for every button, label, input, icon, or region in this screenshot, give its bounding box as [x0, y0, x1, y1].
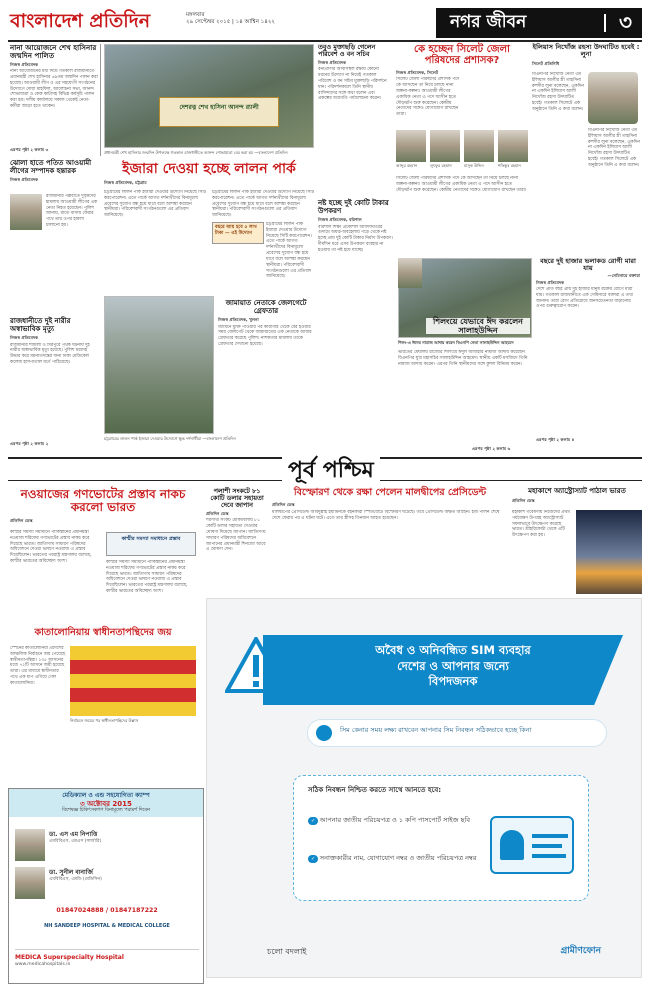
- ad-headline: [303, 643, 603, 690]
- story-body-cont: সিলেট জেলা পরিষদের প্রশাসক পদে কে আসছেন তা নিয়ে চলছে নানা জল্পনা-কল্পনা। আওয়ামী লীগের একাধিক নেতা এ পদে আসীন হতে দৌড়ঝাঁপ শুরু করেছেন। কেন্দ্রীয় নেতাদের সঙ্গেও যোগাযোগ রাখছেন তারা।: [396, 176, 527, 193]
- story-byline: প্রতিদিন ডেস্ক: [512, 497, 535, 503]
- eid-subcaption: শিলং-এ ঈদের নামাজ আদায় করেন বিএনপি নেতা সালাহউদ্দিন আহমেদ: [398, 340, 514, 345]
- story-body: সিলেট জেলা পরিষদের প্রশাসক পদে কে আসছেন তা নিয়ে চলছে নানা জল্পনা-কল্পনা। আওয়ামী লীগের একাধিক নেতা এ পদে আসীন হতে দৌড়ঝাঁপ শুরু করেছেন। কেন্দ্রীয় নেতাদের সঙ্গেও যোগাযোগ রাখছেন তারা।: [396, 77, 460, 118]
- story-headline: ইজারা দেওয়া হচ্ছে লালন পার্ক: [122, 161, 296, 177]
- story-headline: তবুও মুক্তাছড়ি গেলেন পরিবেশ ও বন সচিব: [318, 43, 376, 59]
- story-body: রাজধানীর শ্যামলী ও মিরপুরে পৃথক ঘটনায় দুই নারীর অস্বাভাবিক মৃত্যু হয়েছে। পুলিশ মরদেহ উদ্ধার করে ময়নাতদন্তের জন্য ঢাকা মেডিকেল কলেজ হাসপাতাল মর্গে পাঠিয়েছে।: [10, 342, 90, 366]
- id-card-icon: [490, 816, 574, 874]
- section-heading: পূর্ব পশ্চিম: [282, 457, 380, 485]
- story-byline: নিজস্ব প্রতিবেদক: [10, 61, 39, 67]
- story-body: শরণার্থী সংকট মোকাবিলায় ৮১ কোটি ডলার সহায়তা দেওয়ার ঘোষণা দিয়েছে জাপান। জাতিসংঘ সাধারণ পরিষদের অধিবেশনে জাপানের প্রধানমন্ত্রী শিনজো আবে এ ঘোষণা দেন।: [206, 518, 266, 553]
- ad-note-box: [307, 719, 607, 747]
- eid-headline: শিলংয়ে যেভাবে ঈদ করলেন সালাহউদ্দিন: [433, 317, 523, 335]
- candidate-name: লুৎফুর রহমান: [430, 163, 452, 168]
- story-two-women: [10, 318, 98, 452]
- pull-quote: [212, 222, 264, 244]
- ad-tagline: চলো বদলাই: [267, 947, 307, 956]
- candidate-name: মাসুক উদ্দিন: [464, 163, 484, 168]
- candidate-name: আব্দুর রহমান: [396, 163, 418, 168]
- checklist-item-text: আপনার জাতীয় পরিচয়পত্র ও ১ কপি পাসপোর্ট সাইজ ছবি: [319, 816, 470, 824]
- story-jump[interactable]: এরপর পৃষ্ঠা ২ কলাম ৬: [472, 446, 511, 451]
- park-caption: চট্টগ্রামের লালন পার্ক ইজারা দেওয়ার উদ্যোগে ক্ষুব্ধ দর্শনার্থীরা —বাংলাদেশ প্রতিদিন: [104, 436, 236, 441]
- story-headline: ইলিয়াস নিখোঁজ রহস্য উদঘাটিত হবেই : লুনা: [532, 43, 640, 59]
- doctor-role: এমবিবিএস, এমএস (সার্জারি): [49, 838, 102, 844]
- story-headline: নানা আয়োজনে শেখ হাসিনার জন্মদিন পালিত: [10, 43, 97, 60]
- doctor-name: ডা. এস এম নিপাত্তি: [49, 831, 98, 838]
- story-byline: নিজস্ব প্রতিবেদক, খুলনা: [218, 317, 259, 323]
- story-body: মালদ্বীপের প্রেসিডেন্ট আবদুল্লাহ ইয়ামিনকে বহনকারী স্পিডবোটে বিস্ফোরণ ঘটেছে। তবে প্রেসিডেন্ট অক্ষত আছেন। হজ পালন শেষে দেশে ফেরার পর এ ঘটনা ঘটে। এতে তার স্ত্রীসহ তিনজন আহত হয়েছেন।: [272, 509, 500, 521]
- id-card-line: [532, 854, 566, 858]
- page-number: ৩: [618, 10, 632, 34]
- ad-note: সিম কেনার সময় লক্ষ্য রাখবেন আপনার সিম নিবন্ধন সঠিকভাবে হচ্ছে কিনা: [340, 726, 532, 734]
- doctor-1: [49, 831, 199, 844]
- story-body: বিএনপির নিখোঁজ নেতা এম ইলিয়াস আলীর স্ত্রী তাহসিনা রুশদীর লুনা বলেছেন, একদিন না একদিন ইলিয়াস আলী নিখোঁজ রহস্য উদঘাটিত হবেই। গতকাল সিলেটে এক অনুষ্ঠানে তিনি এ কথা বলেন।: [532, 72, 584, 112]
- story-pallabi: [10, 160, 98, 256]
- sim-icon: [316, 725, 332, 741]
- story-headline: ঝোলা হাতে পতিত আওয়ামী লীগের সম্পাদক হন্তারক: [10, 159, 92, 175]
- story-sylhet: [396, 44, 528, 254]
- masthead: [8, 8, 642, 42]
- story-byline: নিজস্ব প্রতিবেদক: [536, 279, 565, 285]
- doctor-name: ডা. সুনীল বানার্জি: [49, 869, 93, 876]
- story-headline: পলাশী সংকটে ৮১ কোটি ডলার সহায়তা দেবে জাপান: [210, 487, 264, 510]
- story-body: দেশে প্রতি বছর প্রায় দুই হাজার মানুষ রক্তের রোগে মারা যায়। গতকাল রাজধানীতে এক সেমিনারে বক্তারা এ তথ্য জানান। তারা রোগ প্রতিরোধে জনসচেতনতা বাড়ানোর ওপর গুরুত্বারোপ করেন।: [536, 287, 634, 310]
- checklist-item: [308, 816, 478, 825]
- hospital-name: MEDICA Superspecialty Hospital: [15, 954, 124, 961]
- rally-photo: [104, 44, 314, 148]
- column-rule: [100, 44, 101, 156]
- luna-photo: [588, 72, 638, 124]
- ad-phone[interactable]: 01847024888 / 01847187222: [56, 907, 158, 914]
- story-body: জামিনে মুক্তি পাওয়ার পর কারাগার থেকে বের হওয়ার সময় জেলগেট থেকে জামায়াতের এক নেতাকে আবার গ্রেফতার করেছে পুলিশ। নাশকতার মামলায় তাকে গ্রেফতার দেখানো হয়েছে।: [218, 324, 312, 348]
- doctor-2: [49, 869, 199, 882]
- story-lalon-park: [104, 162, 314, 294]
- story-jump[interactable]: এরপর পৃষ্ঠা ২ কলাম ২: [10, 440, 49, 446]
- newspaper-logo: বাংলাদেশ প্রতিদিন: [10, 10, 151, 32]
- doctor-role: এমবিবিএস, এমডি (মেডিসিন): [49, 876, 102, 882]
- eid-caption-box: [426, 318, 530, 334]
- doctor-photo: [15, 829, 45, 861]
- story-body: মহাকাশ গবেষণায় নিজেদের প্রথম পর্যবেক্ষণ উপগ্রহ অ্যাস্ট্রোস্যাট সফলভাবে উৎক্ষেপণ করেছে ভারত। শ্রীহরিকোটা থেকে এটি উৎক্ষেপণ করা হয়।: [512, 510, 570, 539]
- story-headline: জামায়াত নেতাকে জেলগেটে গ্রেফতার: [225, 299, 307, 315]
- pull-quote-text: কাশ্মীর সমস্যা সমাধানে প্রস্তাব: [121, 536, 181, 542]
- story-catalonia: [10, 628, 196, 728]
- story-body-cont: চট্টগ্রামের লালন পার্ক ইজারা দেওয়ার উদ্যোগ নিয়েছে সিটি করপোরেশন। এতে পার্কে আগত দর্শনার্থীদের বিনামূল্যে প্রবেশের সুযোগ বন্ধ হয়ে যাবে বলে আশঙ্কা করছেন স্থানীয়রা। পরিবেশবাদী সংগঠনগুলো এর প্রতিবাদ জানিয়েছে।: [266, 222, 312, 280]
- story-byline: সিলেট প্রতিনিধি: [532, 60, 560, 66]
- photo-caption: নির্বাচনে জয়ের পর স্বাধীনতাপন্থিদের উল্লাস: [70, 718, 139, 723]
- section-bar: [436, 8, 642, 38]
- story-byline: নিজস্ব প্রতিবেদক, সিলেট: [396, 70, 439, 75]
- ad-headline-1: অবৈধ ও অনিবন্ধিত SIM ব্যবহার: [375, 643, 531, 657]
- grameenphone-logo: গ্রামীণফোন: [560, 945, 601, 956]
- story-body: চট্টগ্রামের লালন পার্ক ইজারা দেওয়ার উদ্যোগ নিয়েছে সিটি করপোরেশন। এতে পার্কে আগত দর্শনার্থীদের বিনামূল্যে প্রবেশের সুযোগ বন্ধ হয়ে যাবে বলে আশঙ্কা করছেন স্থানীয়রা। পরিবেশবাদী সংগঠনগুলো এর প্রতিবাদ জানিয়েছে।: [104, 190, 206, 219]
- id-card-line: [532, 834, 568, 838]
- candidate-photos: [396, 130, 528, 172]
- story-ilias: [532, 44, 640, 254]
- gp-sim-ad: [206, 598, 642, 978]
- story-body: রাজধানীর পল্লবীতে দুর্বৃত্তদের হামলায় আওয়ামী লীগের এক নেতা নিহত হয়েছেন। পুলিশ জানায়, রাতে বাসায় ফেরার পথে তার ওপর হামলা চালানো হয়।: [46, 194, 98, 229]
- story-subhead: —সেমিনারে বক্তারা: [607, 272, 640, 278]
- catalonia-photo: [70, 646, 196, 716]
- story-headline: বছরে দুই হাজার ভলাকড রোগী মারা যায়: [540, 257, 636, 273]
- story-headline: নওয়াজের গণভোটের প্রস্তাব নাকচ করলো ভারত: [20, 487, 186, 515]
- story-japan: [206, 488, 268, 596]
- medical-camp-ad: [8, 788, 204, 984]
- story-birthday: [10, 44, 98, 154]
- candidate-photo: [396, 130, 426, 162]
- pull-quote-text: বছরে আয় হবে ৫ লাখ টাকা — এই উদ্যোগ: [215, 225, 257, 236]
- section-divider: [604, 14, 606, 32]
- story-byline: নিজস্ব প্রতিবেদক: [318, 60, 347, 66]
- story-headline: কে হচ্ছেন সিলেট জেলা পরিষদের প্রশাসক?: [414, 44, 510, 66]
- ad-header: [9, 789, 203, 817]
- story-byline: নিজস্ব প্রতিবেদক: [10, 177, 39, 183]
- rally-banner: [159, 97, 279, 127]
- ad-checklist: [293, 775, 589, 901]
- candidate-photo: [430, 130, 460, 162]
- eid-body: ভারতের মেঘালয় রাজ্যের শিলংয়ে ঈদুল আজহার নামাজ আদায় করেছেন বিএনপির যুগ্ম মহাসচিব সালাহউদ্দিন আহমেদ। স্থানীয় একটি মসজিদে তিনি নামাজ আদায় করেন। এরপর তিনি স্থানীয়দের সঙ্গে কুশল বিনিময় করেন।: [398, 350, 528, 367]
- victim-photo: [10, 194, 42, 230]
- ad-headline-3: বিপদজনক: [428, 674, 478, 689]
- checklist-heading: সঠিক নিবন্ধন নিশ্চিত করতে সাথে আনতে হবে:: [308, 786, 442, 794]
- pull-quote: [106, 532, 196, 556]
- story-body: বন্যপ্রাণীর আবাসস্থল রক্ষায় কোনো ধরনের উদ্যোগ না নিয়েই গতকাল পরিবেশ ও বন সচিব মুক্তাছড়ি পরিদর্শনে যান। পরিদর্শনকালে তিনি স্থানীয় বাসিন্দাদের সঙ্গে কথা বলেন এবং প্রকল্পের অগ্রগতি পর্যালোচনা করেন।: [318, 67, 387, 102]
- story-headline: নষ্ট হচ্ছে দুই কোটি টাকার উপকরণ: [318, 199, 389, 215]
- story-body: বরিশাল শিক্ষা প্রকৌশল অধিদফতরের গুদামে অযত্ন-অবহেলায় পড়ে থেকে নষ্ট হচ্ছে প্রায় দুই কোটি টাকার নির্মাণ উপকরণ। দীর্ঘদিন ধরে এসব উপকরণ ব্যবহার না হওয়ায় তা নষ্ট হয়ে যাচ্ছে।: [318, 224, 393, 253]
- story-body: কাশ্মীর সমস্যা সমাধানে পাকিস্তানের প্রধানমন্ত্রী নওয়াজ শরিফের গণভোটের প্রস্তাব নাকচ করে দিয়েছে ভারত। জাতিসংঘ সাধারণ পরিষদের অধিবেশনে দেওয়া ভাষণে নওয়াজ এ প্রস্তাব দিয়েছিলেন। ভারতের পররাষ্ট্র মন্ত্রণালয় বলেছে, কাশ্মীর ভারতের অবিচ্ছেদ্য অংশ।: [10, 530, 92, 565]
- story-byline: নিজস্ব প্রতিবেদক, চট্টগ্রাম: [104, 180, 147, 186]
- story-maldives: [272, 488, 508, 596]
- story-headline: রাজধানীতে দুই নারীর অস্বাভাবিক মৃত্যু: [10, 317, 71, 333]
- story-body: স্পেনের কাতালোনিয়া প্রদেশের আঞ্চলিক নির্বাচনে জয় পেয়েছে স্বাধীনতাপন্থিরা। ১৩৫ আসনের মধ্যে ৭২টি আসনে জয়ী হয়েছে তারা। এর মাধ্যমে স্বাধীনতার পথে এক ধাপ এগিয়ে গেল কাতালোনিয়া।: [10, 646, 66, 686]
- story-byline: প্রতিদিন ডেস্ক: [272, 502, 295, 508]
- candidate-photo: [464, 130, 494, 162]
- check-icon: ✓: [308, 855, 318, 863]
- ad-headline-2: দেশের ও আপনার জন্যে: [397, 658, 509, 673]
- check-icon: ✓: [308, 817, 318, 825]
- story-astrosat: [512, 488, 642, 596]
- dateline-date: ২৯ সেপ্টেম্বর ২০১৫ | ১৪ আশ্বিন ১৪২২: [186, 19, 275, 26]
- story-nawaz: [10, 488, 196, 624]
- story-byline: নিজস্ব প্রতিবেদক, বরিশাল: [318, 217, 362, 223]
- id-card-line: [532, 844, 562, 848]
- dateline-day: মঙ্গলবার: [186, 12, 205, 18]
- park-photo: [104, 296, 214, 434]
- story-jamaat: [218, 300, 314, 434]
- story-byline: নিজস্ব প্রতিবেদক: [10, 335, 39, 341]
- salahuddin-inset: [398, 258, 422, 288]
- story-body-cont: বিএনপির নিখোঁজ নেতা এম ইলিয়াস আলীর স্ত্রী তাহসিনা রুশদীর লুনা বলেছেন, একদিন না একদিন ইলিয়াস আলী নিখোঁজ রহস্য উদঘাটিত হবেই। গতকাল সিলেটে এক অনুষ্ঠানে তিনি এ কথা বলেন।: [588, 128, 640, 168]
- story-headline: কাতালোনিয়ায় স্বাধীনতাপন্থিদের জয়: [34, 627, 172, 638]
- story-headline: মহাকাশে অ্যাস্ট্রোস্যাট পাঠাল ভারত: [528, 487, 626, 495]
- rocket-photo: [576, 510, 642, 594]
- candidate-name: শফিকুর রহমান: [498, 163, 521, 168]
- story-jump[interactable]: এরপর পৃষ্ঠা ২ কলাম ৩: [10, 147, 49, 153]
- section-title: নগর জীবন: [450, 12, 527, 32]
- checklist-item: [308, 854, 478, 863]
- ad-college: NH SANDEEP HOSPITAL & MEDICAL COLLEGE: [44, 923, 170, 929]
- story-body-cont: কাশ্মীর সমস্যা সমাধানে পাকিস্তানের প্রধানমন্ত্রী নওয়াজ শরিফের গণভোটের প্রস্তাব নাকচ করে দিয়েছে ভারত। জাতিসংঘ সাধারণ পরিষদের অধিবেশনে দেওয়া ভাষণে নওয়াজ এ প্রস্তাব দিয়েছিলেন। ভারতের পররাষ্ট্র মন্ত্রণালয় বলেছে, কাশ্মীর ভারতের অবিচ্ছেদ্য অংশ।: [106, 560, 188, 595]
- ek-nojore-filler: [110, 736, 200, 784]
- story-materials: [318, 200, 394, 452]
- story-body: নানা আয়োজনের মধ্য দিয়ে গতকাল রাজধানীতে প্রধানমন্ত্রী শেখ হাসিনার ৬৯তম জন্মদিন পালন করা হয়েছে। আওয়ামী লীগ ও এর সহযোগী সংগঠনের উদ্যোগে দোয়া মাহফিল, আলোচনা সভা, আনন্দ শোভাযাত্রা ও কেক কাটাসহ বিভিন্ন কর্মসূচি পালন করা হয়। দলীয় কার্যালয়ে সকাল থেকেই নেতা-কর্মীরা জড়ো হতে থাকেন।: [10, 69, 98, 109]
- story-byline: প্রতিদিন ডেস্ক: [10, 518, 33, 524]
- story-muktachori: [318, 44, 390, 194]
- story-body-cont: চট্টগ্রামের লালন পার্ক ইজারা দেওয়ার উদ্যোগ নিয়েছে সিটি করপোরেশন। এতে পার্কে আগত দর্শনার্থীদের বিনামূল্যে প্রবেশের সুযোগ বন্ধ হয়ে যাবে বলে আশঙ্কা করছেন স্থানীয়রা। পরিবেশবাদী সংগঠনগুলো এর প্রতিবাদ জানিয়েছে।: [212, 190, 314, 219]
- hospital-website[interactable]: www.medicahospitals.in: [15, 961, 71, 967]
- purbo-poschim-bar: [8, 457, 642, 481]
- candidate-photo: [498, 130, 528, 162]
- story-thalassemia: [536, 258, 640, 454]
- doctor-photo: [15, 867, 45, 899]
- story-headline: বিস্ফোরণ থেকে রক্ষা পেলেন মালদ্বীপের প্রেসিডেন্ট: [293, 487, 487, 498]
- photo-caption: প্রধানমন্ত্রী শেখ হাসিনার জন্মদিন উপলক্ষে গতকাল রাজধানীতে আনন্দ শোভাযাত্রা বের করা হয় —বাংলাদেশ প্রতিদিন: [104, 150, 288, 155]
- ad-line3: বিশেষজ্ঞ চিকিৎসকগণ বিনামূল্যে পরামর্শ দিবেন: [62, 808, 150, 814]
- story-jump[interactable]: এরপর পৃষ্ঠা ২ কলাম ৪: [536, 437, 575, 442]
- dateline: [186, 12, 275, 26]
- id-card-avatar: [500, 830, 524, 860]
- ad-date: ৩ অক্টোবর 2015: [80, 799, 132, 808]
- rally-banner-text: দেশরত্ন শেখ হাসিনা আনন্দ র‍্যালী: [179, 104, 259, 111]
- ad-line1: মেডিক্যাল ও এন্ড সহযোগিতা ক্যাম্প: [62, 792, 150, 799]
- ad-footer: [15, 949, 199, 977]
- story-byline: প্রতিদিন ডেস্ক: [206, 511, 229, 517]
- checklist-item-text: সনাক্তকারীর নাম, যোগাযোগ নম্বর ও জাতীয় পরিচয়পত্র নম্বর: [319, 854, 477, 862]
